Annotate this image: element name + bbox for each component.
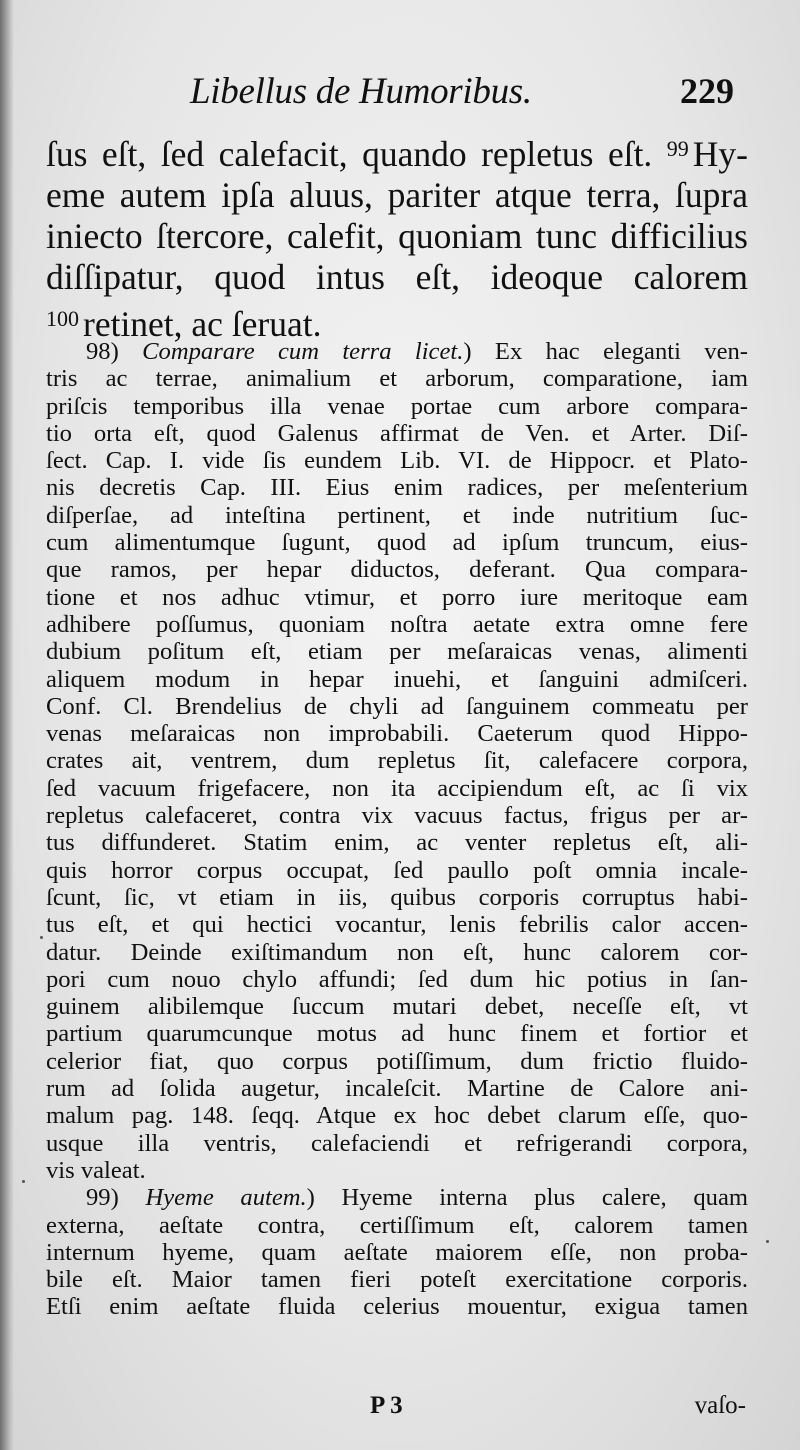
main-text-line-content: ſus eſt, ſed calefacit, quando repletus eſt. [46, 134, 653, 174]
paper-speck [22, 1180, 25, 1183]
note-line: dubium poſitum eſt, etiam per meſaraicas venas, alimenti [46, 638, 748, 666]
note-line: externa, aeſtate contra, certiſſimum eſt, calorem tamen [46, 1211, 748, 1239]
page-header [0, 70, 800, 120]
note-line: tus eſt, et qui hectici vocantur, lenis febrilis calor accen- [46, 911, 748, 939]
note-line: repletus calefaceret, contra vix vacuus factus, frigus per ar- [46, 802, 748, 830]
catchword: vaſo- [694, 1392, 746, 1419]
section-marker-99: 99 [666, 136, 689, 161]
page-edge-shadow [0, 0, 14, 1450]
main-text-line-tail: Hy- [692, 134, 749, 174]
note-line: que ramos, per hepar diductos, deferant. Qua compara- [46, 556, 748, 584]
main-text-line: eme autem ipſa aluus, pariter atque terra, ſupra [46, 175, 748, 215]
note-line: priſcis temporibus illa venae portae cum arbore compara- [46, 392, 748, 420]
page-number: 229 [680, 71, 734, 111]
note-line: quis horror corpus occupat, ſed paullo poſt omnia incale- [46, 856, 748, 884]
note-line: tris ac terrae, animalium et arborum, comparatione, iam [46, 365, 748, 393]
note-line: Etſi enim aeſtate fluida celerius mouentur, exigua tamen [46, 1293, 748, 1321]
note-line: vis valeat. [46, 1156, 146, 1184]
note-line: guinem alibilemque ſuccum mutari debet, neceſſe eſt, vt [46, 993, 748, 1021]
note-line: tio orta eſt, quod Galenus affirmat de Ven. et Arter. Diſ- [46, 419, 748, 447]
note-line: partium quarumcunque motus ad hunc finem et fortior et [46, 1020, 748, 1048]
note-line: pori cum nouo chylo affundi; ſed dum hic potius in ſan- [46, 965, 748, 993]
note-lemma: Comparare cum terra licet. [142, 338, 464, 365]
note-line: crates ait, ventrem, dum repletus ſit, calefacere corpora, [46, 747, 748, 775]
main-text-block [46, 128, 748, 345]
main-text-line: iniecto ſtercore, calefit, quoniam tunc difficilius [46, 216, 748, 256]
note-99-body [46, 1212, 748, 1321]
note-line-content: ) Ex hac eleganti ven- [463, 338, 748, 365]
note-line: usque illa ventris, calefaciendi et refrigerandi corpora, [46, 1129, 748, 1157]
note-line: ſcunt, ſic, vt etiam in iis, quibus corporis corruptus habi- [46, 883, 748, 911]
note-98-heading [46, 338, 748, 365]
note-line: ſed vacuum frigefacere, non ita accipiendum eſt, ac ſi vix [46, 774, 748, 802]
note-line: datur. Deinde exiſtimandum non eſt, hunc calorem cor- [46, 938, 748, 966]
note-line: internum hyeme, quam aeſtate maiorem eſſe, non proba- [46, 1238, 748, 1266]
page-footer [0, 1392, 800, 1432]
section-marker-100: 100 [46, 306, 79, 331]
signature-mark: P 3 [370, 1392, 403, 1419]
note-line: Conf. Cl. Brendelius de chyli ad ſanguinem commeatu per [46, 692, 748, 720]
note-line: tione et nos adhuc vtimur, et porro iure meritoque eam [46, 583, 748, 611]
note-line: celerior fiat, quo corpus potiſſimum, dum frictio fluido- [46, 1047, 748, 1075]
running-title: Libellus de Humoribus. [190, 71, 532, 112]
note-99-heading [46, 1184, 748, 1211]
commentary-notes [46, 338, 748, 1321]
paper-speck [40, 936, 43, 939]
main-text-line-content: retinet, ac ſeruat. [83, 304, 322, 344]
main-text-line [46, 128, 748, 175]
note-number: 99) [86, 1184, 119, 1212]
note-line: venas meſaraicas non improbabili. Caeterum quod Hippo- [46, 720, 748, 748]
note-line: adhibere poſſumus, quoniam noſtra aetate extra omne fere [46, 610, 748, 638]
note-line: bile eſt. Maior tamen fieri poteſt exercitatione corporis. [46, 1266, 748, 1294]
note-line: rum ad ſolida augetur, incaleſcit. Martine de Calore ani- [46, 1075, 748, 1103]
note-number: 98) [86, 338, 119, 365]
note-line: diſperſae, ad inteſtina pertinent, et inde nutritium ſuc- [46, 501, 748, 529]
note-line: aliquem modum in hepar inuehi, et ſanguini admiſceri. [46, 665, 748, 693]
note-98-body [46, 365, 748, 1184]
note-line: tus diffunderet. Statim enim, ac venter repletus eſt, ali- [46, 829, 748, 857]
note-line: nis decretis Cap. III. Eius enim radices, per meſenterium [46, 474, 748, 502]
note-line: cum alimentumque ſugunt, quod ad ipſum truncum, eius- [46, 529, 748, 557]
paper-speck [766, 1240, 769, 1243]
note-line: ſect. Cap. I. vide ſis eundem Lib. VI. de Hippocr. et Plato- [46, 447, 748, 475]
main-text-line: diſſipatur, quod intus eſt, ideoque calorem [46, 257, 748, 297]
note-lemma: Hyeme autem. [145, 1184, 307, 1212]
note-line: malum pag. 148. ſeqq. Atque ex hoc debet clarum eſſe, quo- [46, 1102, 748, 1130]
note-line-content: ) Hyeme interna plus calere, quam [306, 1184, 748, 1212]
